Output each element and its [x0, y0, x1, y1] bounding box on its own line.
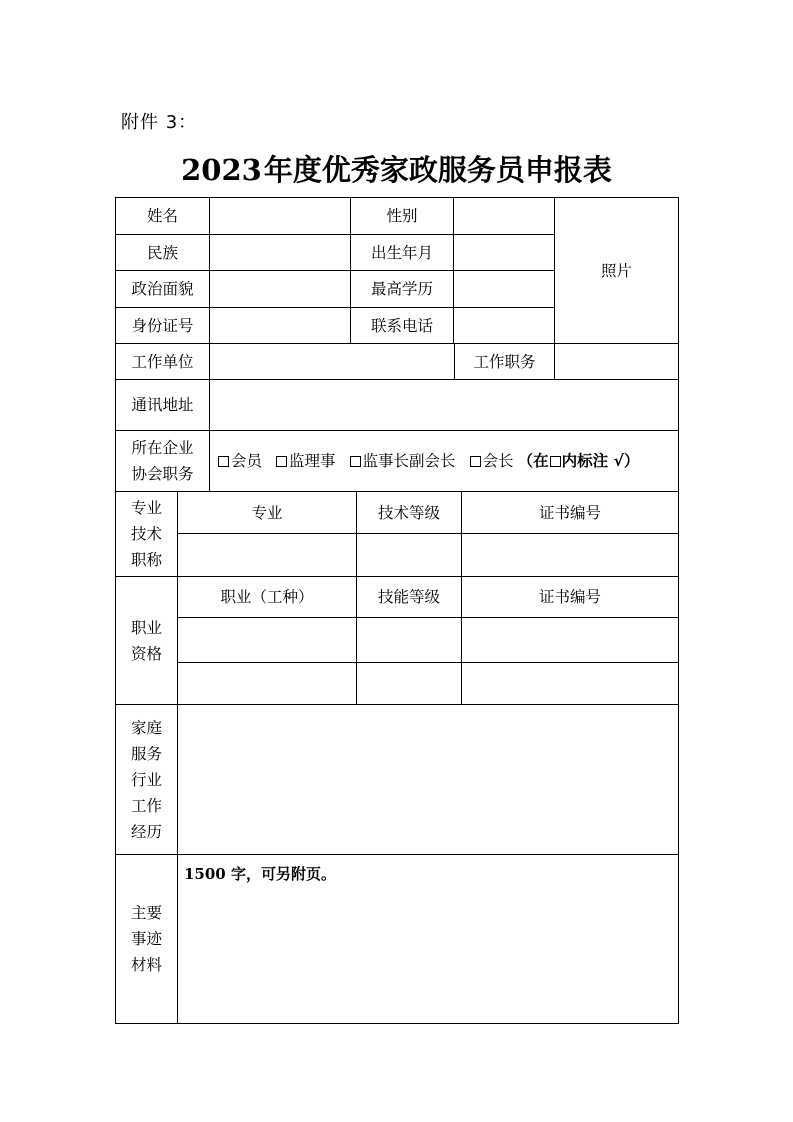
- checkbox-president[interactable]: [470, 456, 481, 467]
- checkbox-supervisor[interactable]: [276, 456, 287, 467]
- sample-box-icon: [550, 456, 561, 467]
- technical-major-field[interactable]: [177, 533, 357, 577]
- experience-field[interactable]: [177, 704, 679, 855]
- position-field[interactable]: [554, 343, 679, 380]
- name-field[interactable]: [209, 197, 351, 235]
- ethnicity-label: 民族: [115, 234, 210, 271]
- birth-label: 出生年月: [350, 234, 454, 271]
- title-year: 2023: [181, 153, 262, 187]
- attachment-label: 附件 3：: [121, 112, 198, 133]
- experience-label-2: 服务: [130, 744, 162, 763]
- experience-label-1: 家庭: [130, 718, 162, 737]
- qualification-label-1: 职业: [130, 618, 162, 637]
- education-field[interactable]: [453, 270, 555, 308]
- option-member[interactable]: [218, 448, 262, 474]
- gender-label: 性别: [350, 197, 454, 235]
- id-number-label: 身份证号: [115, 307, 210, 344]
- achievements-hint: 1500 字，可另附页。: [184, 865, 336, 883]
- qualification-header-skill: 技能等级: [356, 576, 462, 618]
- checkbox-chief-supervisor[interactable]: [350, 456, 361, 467]
- qualification-header-cert: 证书编号: [461, 576, 679, 618]
- politics-label: 政治面貌: [115, 270, 210, 308]
- phone-field[interactable]: [453, 307, 555, 344]
- mark-instruction: [518, 448, 640, 474]
- name-label: 姓名: [115, 197, 210, 235]
- checkbox-member[interactable]: [218, 456, 229, 467]
- achievements-label-2: 事迹: [130, 930, 162, 948]
- technical-title-label: [115, 491, 178, 577]
- achievements-label-3: 材料: [130, 956, 162, 974]
- experience-label: [115, 704, 178, 855]
- option-member-label: 会员: [231, 452, 263, 470]
- politics-field[interactable]: [209, 270, 351, 308]
- qualification-skill-field-2[interactable]: [356, 662, 462, 705]
- address-label: 通讯地址: [115, 379, 210, 431]
- achievements-label-1: 主要: [130, 904, 162, 922]
- technical-header-major: 专业: [177, 491, 357, 534]
- position-label: 工作职务: [454, 343, 555, 380]
- ethnicity-field[interactable]: [209, 234, 351, 271]
- association-label-line2: 协会职务: [131, 465, 194, 483]
- technical-header-level: 技术等级: [356, 491, 462, 534]
- id-number-field[interactable]: [209, 307, 351, 344]
- employer-label: 工作单位: [115, 343, 210, 380]
- option-president[interactable]: [470, 448, 514, 474]
- qualification-cert-field-1[interactable]: [461, 617, 679, 663]
- photo-area[interactable]: 照片: [554, 197, 679, 344]
- qualification-skill-field-1[interactable]: [356, 617, 462, 663]
- technical-label-1: 专业: [130, 499, 162, 517]
- option-chief-supervisor-label: 监事长副会长: [362, 452, 456, 470]
- option-supervisor-label: 监理事: [289, 452, 336, 470]
- title-text: 年度优秀家政服务员申报表: [263, 153, 612, 187]
- qualification-cert-field-2[interactable]: [461, 662, 679, 705]
- option-supervisor[interactable]: [276, 448, 336, 474]
- association-label-line1: 所在企业: [131, 439, 194, 457]
- technical-level-field[interactable]: [356, 533, 462, 577]
- association-options: [209, 430, 679, 492]
- education-label: 最高学历: [350, 270, 454, 308]
- note-prefix: （在: [517, 452, 549, 470]
- experience-label-3: 行业: [130, 770, 162, 789]
- experience-label-4: 工作: [130, 796, 162, 815]
- employer-field[interactable]: [209, 343, 455, 380]
- birth-field[interactable]: [453, 234, 555, 271]
- qualification-occupation-field-2[interactable]: [177, 662, 357, 705]
- phone-label: 联系电话: [350, 307, 454, 344]
- option-chief-supervisor[interactable]: [350, 448, 456, 474]
- option-president-label: 会长: [482, 452, 514, 470]
- technical-header-cert: 证书编号: [461, 491, 679, 534]
- gender-field[interactable]: [453, 197, 555, 235]
- technical-label-2: 技术: [130, 525, 162, 543]
- technical-label-3: 职称: [130, 551, 162, 569]
- achievements-field[interactable]: [177, 854, 679, 1024]
- qualification-label: [115, 576, 178, 705]
- experience-label-5: 经历: [130, 822, 162, 841]
- technical-cert-field[interactable]: [461, 533, 679, 577]
- achievements-label: [115, 854, 178, 1024]
- association-label: [115, 430, 210, 492]
- note-suffix: 内标注 √）: [561, 452, 640, 470]
- qualification-label-2: 资格: [130, 644, 162, 663]
- address-field[interactable]: [209, 379, 679, 431]
- qualification-occupation-field-1[interactable]: [177, 617, 357, 663]
- page-title: [0, 148, 793, 189]
- qualification-header-occupation: 职业（工种）: [177, 576, 357, 618]
